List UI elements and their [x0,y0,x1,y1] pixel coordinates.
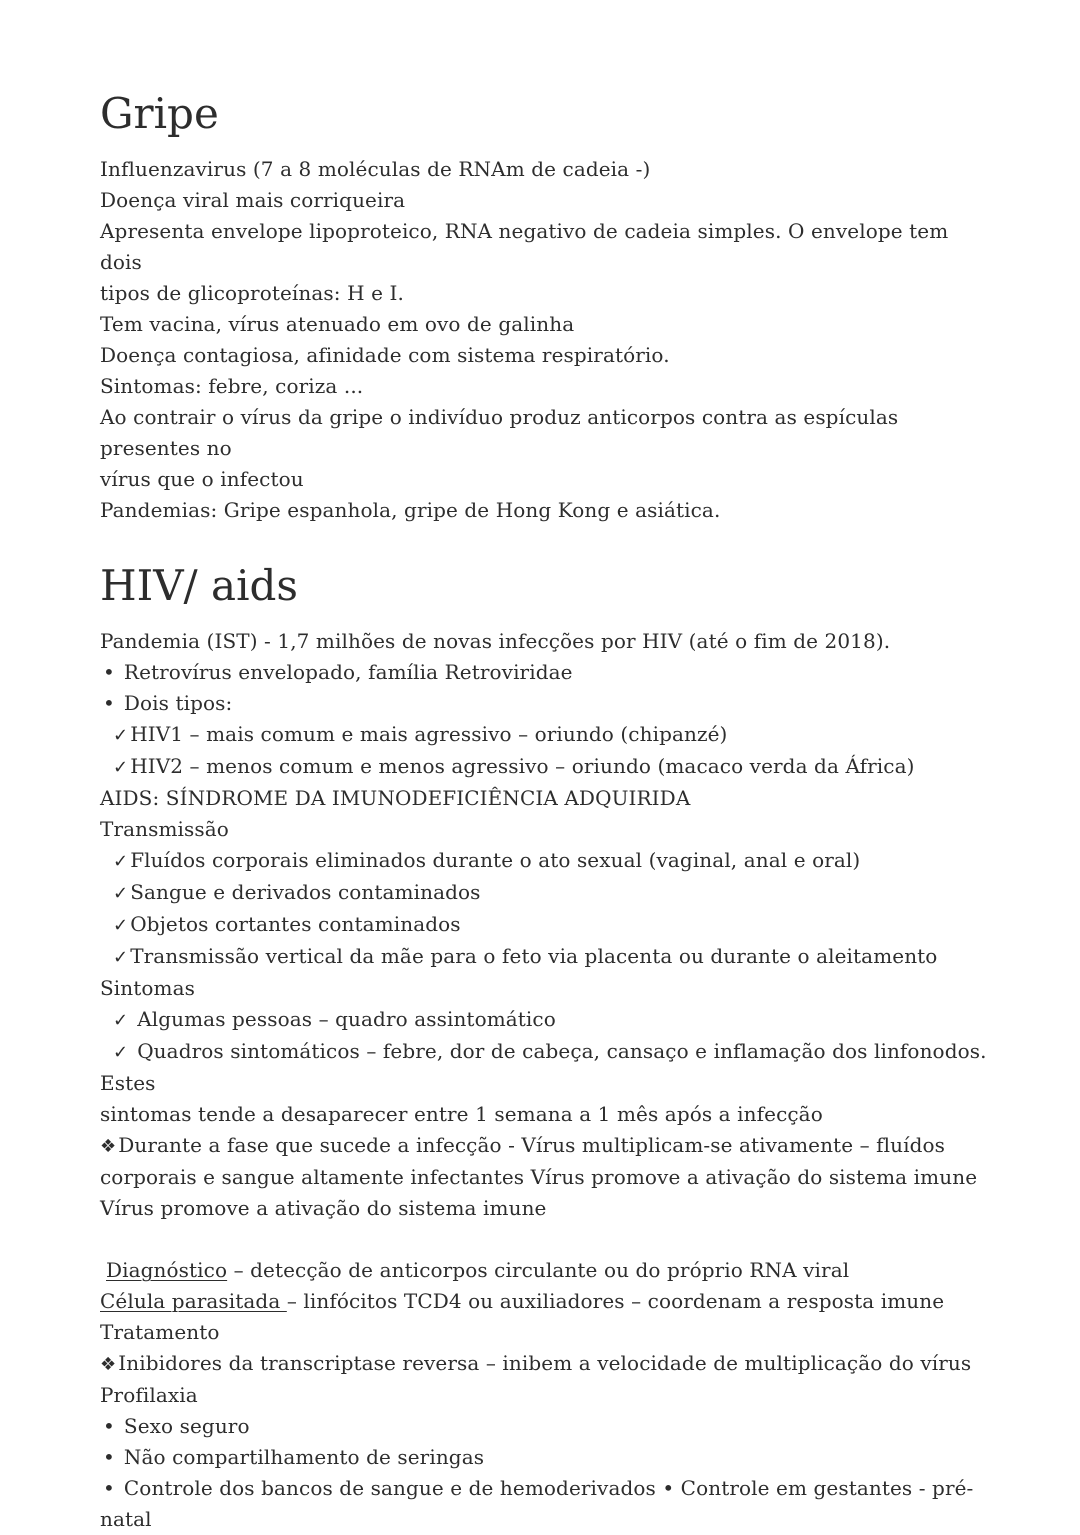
text-line [100,1317,990,1348]
text-line [100,278,990,309]
bullet-icon: • [103,660,115,684]
text-line [100,909,990,941]
line-text: Sintomas: febre, coriza ... [100,374,364,398]
line-text: Doença viral mais corriqueira [100,188,406,212]
bullet-icon: • [103,691,115,715]
text-line [100,1036,990,1099]
diamond-icon: ❖ [100,1136,117,1157]
text-line [100,1162,990,1193]
line-text: Sintomas [100,976,196,1000]
line-text: Transmissão [100,817,229,841]
section-hiv-aids-lines [100,626,990,1535]
text-line [100,309,990,340]
line-text: HIV1 – mais comum e mais agressivo – oriundo (chipanzé) [130,722,728,746]
section-hiv-aids [100,562,990,1535]
bullet-icon: • [103,1414,115,1438]
line-text: Ao contrair o vírus da gripe o indivíduo produz anticorpos contra as espículas presentes no [100,405,899,460]
line-text: Fluídos corporais eliminados durante o ato sexual (vaginal, anal e oral) [130,848,861,872]
line-text: Profilaxia [100,1383,198,1407]
line-text: Quadros sintomáticos – febre, dor de cabeça, cansaço e inflamação dos linfonodos. Estes [100,1039,987,1095]
text-line [100,1193,990,1224]
text-line [100,719,990,751]
check-icon: ✓ [113,851,129,872]
section-title-gripe: Gripe [100,89,219,138]
line-text: – linfócitos TCD4 ou auxiliadores – coordenam a resposta imune [286,1289,945,1313]
check-icon: ✓ [113,1010,129,1031]
diamond-icon: ❖ [100,1354,117,1375]
bullet-icon: • [103,1476,115,1500]
line-text: Doença contagiosa, afinidade com sistema respiratório. [100,343,670,367]
line-text: Influenzavirus (7 a 8 moléculas de RNAm de cadeia -) [100,157,651,181]
underlined-term: Célula parasitada [100,1289,287,1313]
text-line [100,688,990,719]
line-text: Dois tipos: [123,691,233,715]
text-line [100,973,990,1004]
blank-line [100,1224,990,1255]
text-line [100,1099,990,1130]
section-gripe-lines [100,154,990,526]
line-text: HIV2 – menos comum e menos agressivo – oriundo (macaco verda da África) [130,754,915,778]
bullet-icon: • [103,1445,115,1469]
underlined-term: Diagnóstico [106,1258,228,1282]
text-line [100,340,990,371]
text-line [100,216,990,278]
check-icon: ✓ [113,725,129,746]
line-text: tipos de glicoproteínas: H e I. [100,281,404,305]
text-line [100,154,990,185]
check-icon: ✓ [113,883,129,904]
line-text: Transmissão vertical da mãe para o feto via placenta ou durante o aleitamento [130,944,938,968]
section-gripe [100,90,990,526]
line-text: Pandemia (IST) - 1,7 milhões de novas infecções por HIV (até o fim de 2018). [100,629,891,653]
line-text: Algumas pessoas – quadro assintomático [137,1007,556,1031]
text-line [100,1411,990,1442]
line-text: Vírus promove a ativação do sistema imune [100,1196,547,1220]
text-line [100,657,990,688]
text-line [100,1286,990,1317]
line-text: sintomas tende a desaparecer entre 1 semana a 1 mês após a infecção [100,1102,823,1126]
line-text: AIDS: SÍNDROME DA IMUNODEFICIÊNCIA ADQUIRIDA [100,786,691,810]
text-line [100,1380,990,1411]
text-line [100,185,990,216]
text-line [100,1004,990,1036]
section-title-hiv-aids: HIV/ aids [100,561,298,610]
text-line [100,845,990,877]
text-line [100,1442,990,1473]
line-text: Tem vacina, vírus atenuado em ovo de galinha [100,312,575,336]
line-text: Durante a fase que sucede a infecção - Vírus multiplicam-se ativamente – fluídos [118,1133,946,1157]
text-line [100,814,990,845]
text-line [100,1255,990,1286]
line-text: Sangue e derivados contaminados [130,880,481,904]
line-text: Apresenta envelope lipoproteico, RNA negativo de cadeia simples. O envelope tem dois [100,219,949,274]
text-line [100,751,990,783]
text-line [100,626,990,657]
line-text: Pandemias: Gripe espanhola, gripe de Hong Kong e asiática. [100,498,721,522]
line-text: Sexo seguro [123,1414,250,1438]
check-icon: ✓ [113,1042,129,1063]
text-line [100,464,990,495]
line-text: vírus que o infectou [100,467,304,491]
text-line [100,783,990,814]
line-text: Controle dos bancos de sangue e de hemoderivados • Controle em gestantes - pré-natal [100,1476,974,1531]
text-line [100,941,990,973]
text-line [100,1348,990,1380]
text-line [100,495,990,526]
line-text: Tratamento [100,1320,220,1344]
check-icon: ✓ [113,757,129,778]
check-icon: ✓ [113,915,129,936]
text-line [100,1473,990,1535]
line-text: – detecção de anticorpos circulante ou do próprio RNA viral [227,1258,850,1282]
line-text: corporais e sangue altamente infectantes Vírus promove a ativação do sistema imune [100,1165,978,1189]
line-text: Inibidores da transcriptase reversa – inibem a velocidade de multiplicação do vírus [118,1351,972,1375]
line-text: Retrovírus envelopado, família Retroviridae [123,660,573,684]
line-text: Não compartilhamento de seringas [123,1445,485,1469]
text-line [100,402,990,464]
text-line [100,877,990,909]
text-line [100,1130,990,1162]
text-line [100,371,990,402]
line-text: Objetos cortantes contaminados [130,912,461,936]
check-icon: ✓ [113,947,129,968]
